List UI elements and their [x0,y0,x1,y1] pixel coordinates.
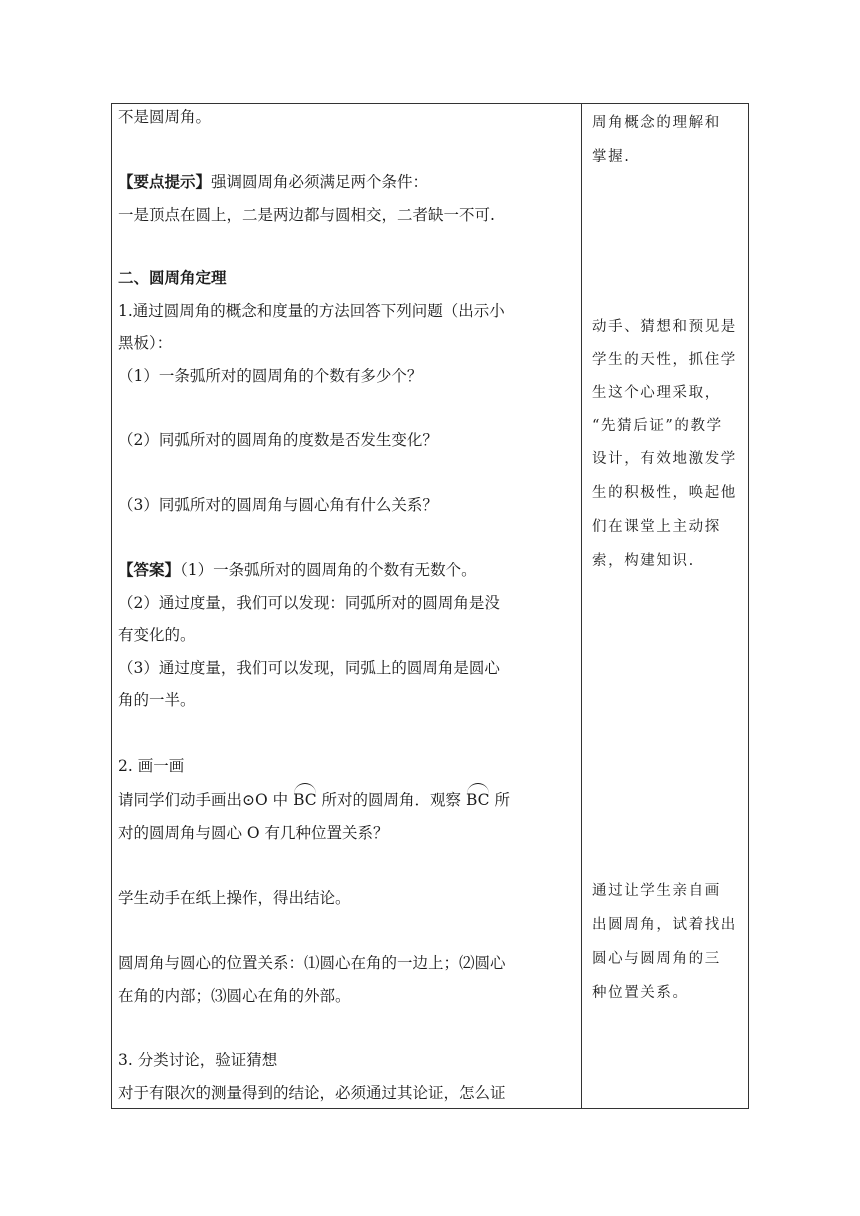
note-line: 们在课堂上主动探 [592,519,721,535]
text-line: 在角的内部；⑶圆心在角的外部。 [118,987,351,1005]
draw-instruction [118,790,510,810]
key-point-heading: 【要点提示】 [118,172,212,191]
arc-bc: BC [465,791,490,809]
answer-3-cont: 角的一半。 [118,691,196,709]
note-line: 学生的天性，抓住学 [592,352,737,368]
text-line: 不是圆周角。 [118,108,212,126]
note-line: 掌握. [592,149,631,165]
note-line: 圆心与圆周角的三 [592,951,721,967]
text-line: 对于有限次的测量得到的结论，必须通过其论证，怎么证 [118,1084,506,1102]
question-1: （1）一条弧所对的圆周角的个数有多少个？ [118,367,423,385]
answer-line [118,560,477,580]
subsection-title: 2. 画一画 [118,757,185,775]
text-line: 圆周角与圆心的位置关系：⑴圆心在角的一边上；⑵圆心 [118,954,506,972]
column-divider [581,104,582,1108]
answer-1: （1）一条弧所对的圆周角的个数有无数个。 [180,561,477,579]
note-line: 动手、猜想和预见是 [592,319,737,335]
subsection-title: 3. 分类讨论，验证猜想 [118,1051,278,1069]
note-line: 周角概念的理解和 [592,115,721,131]
note-line: 生的积极性，唤起他 [592,485,737,501]
text-run: 请同学们动手画出⊙O 中 [118,791,294,809]
text-line: 学生动手在纸上操作，得出结论。 [118,889,351,907]
text-run: 所 [489,791,510,809]
note-line: 出圆周角，试着找出 [592,917,737,933]
text-line: 一是顶点在圆上，二是两边都与圆相交，二者缺一不可. [118,206,495,224]
lesson-table [111,103,749,1109]
question-3: （3）同弧所对的圆周角与圆心角有什么关系？ [118,496,438,514]
key-point-line [118,172,428,192]
arc-bc: BC [293,791,317,809]
note-line: 设计，有效地激发学 [592,451,737,467]
section-title: 二、圆周角定理 [118,268,227,287]
note-line: 索，构建知识. [592,553,695,569]
text-line: 1.通过圆周角的概念和度量的方法回答下列问题（出示小 [118,302,505,320]
note-line: 通过让学生亲自画 [592,883,721,899]
question-2: （2）同弧所对的圆周角的度数是否发生变化？ [118,431,438,449]
answer-heading: 【答案】 [118,560,181,579]
note-line: “先猜后证”的教学 [592,418,723,434]
text-run: 所对的圆周角．观察 [316,791,466,809]
note-line: 生这个心理采取， [592,385,721,401]
answer-2: （2）通过度量，我们可以发现：同弧所对的圆周角是没 [118,594,500,612]
answer-2-cont: 有变化的。 [118,626,196,644]
text-line: 对的圆周角与圆心 O 有几种位置关系？ [118,824,389,842]
answer-3: （3）通过度量，我们可以发现，同弧上的圆周角是圆心 [118,659,500,677]
key-point-text: 强调圆周角必须满足两个条件： [211,173,429,191]
note-line: 种位置关系。 [592,985,689,1001]
text-line: 黑板）： [118,334,173,352]
